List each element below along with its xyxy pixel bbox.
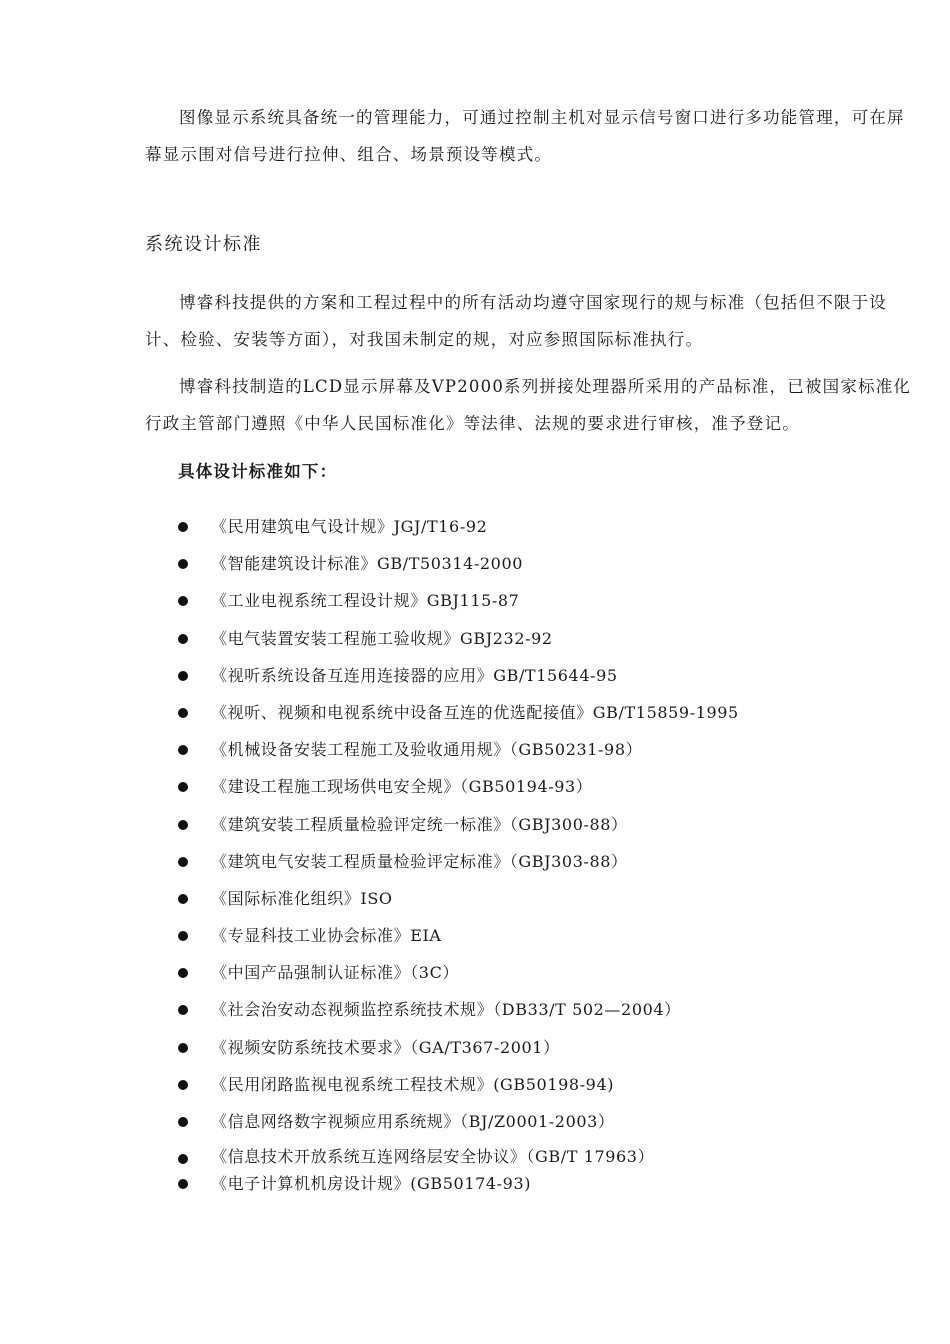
- list-item-text: 《信息网络数字视频应用系统规》（BJ/Z0001-2003）: [211, 1112, 615, 1131]
- list-item: [178, 1031, 918, 1068]
- bullet-icon: [178, 745, 188, 755]
- list-item-text: 《机械设备安装工程施工及验收通用规》（GB50231-98）: [211, 740, 643, 760]
- list-item-text: 《视听、视频和电视系统中设备互连的优选配接值》GB/T15859-1995: [211, 702, 739, 722]
- standards-list-heading: 具体设计标准如下：: [178, 462, 338, 481]
- bullet-icon: [178, 820, 188, 830]
- bullet-icon: [178, 634, 188, 644]
- standards-list: [178, 510, 918, 1204]
- section-heading: 系统设计标准: [145, 234, 262, 255]
- bullet-icon: [178, 559, 188, 569]
- list-item: [178, 510, 918, 547]
- list-item-text: 《国际标准化组织》ISO: [211, 888, 393, 908]
- list-item: [178, 956, 918, 993]
- list-item: [178, 919, 918, 956]
- list-item-text: 《电子计算机机房设计规》(GB50174-93): [211, 1174, 532, 1194]
- list-item: [178, 770, 918, 807]
- list-item-text: 《工业电视系统工程设计规》GBJ115-87: [211, 591, 520, 611]
- bullet-icon: [178, 1179, 188, 1189]
- list-item-text: 《建设工程施工现场供电安全规》（GB50194-93）: [211, 777, 593, 797]
- list-item: [178, 882, 918, 919]
- list-item-text: 《电气装置安装工程施工验收规》GBJ232-92: [211, 628, 553, 648]
- list-item-text: 《中国产品强制认证标准》（3C）: [211, 963, 460, 983]
- bullet-icon: [178, 857, 188, 867]
- bullet-icon: [178, 596, 188, 606]
- list-item-text: 《民用闭路监视电视系统工程技术规》(GB50198-94): [211, 1074, 615, 1094]
- bullet-icon: [178, 522, 188, 532]
- bullet-icon: [178, 894, 188, 904]
- list-item: [178, 845, 918, 882]
- list-item-text: 《建筑电气安装工程质量检验评定标准》（GBJ303-88）: [211, 851, 628, 871]
- bullet-icon: [178, 931, 188, 941]
- list-item-text: 《视频安防系统技术要求》（GA/T367-2001）: [211, 1037, 560, 1057]
- bullet-icon: [178, 1005, 188, 1015]
- list-item: [178, 1068, 918, 1105]
- list-item-text: 《社会治安动态视频监控系统技术规》（DB33/T 502—2004）: [211, 1000, 681, 1020]
- bullet-icon: [178, 1043, 188, 1053]
- list-item: [178, 547, 918, 584]
- intro-paragraph: 图像显示系统具备统一的管理能力，可通过控制主机对显示信号窗口进行多功能管理，可在屏幕显示围对信号进行拉伸、组合、场景预设等模式。: [145, 108, 905, 164]
- bullet-icon: [178, 782, 188, 792]
- list-item-text: 《智能建筑设计标准》GB/T50314-2000: [211, 554, 524, 574]
- bullet-icon: [178, 708, 188, 718]
- standards-compliance-paragraph: 博睿科技提供的方案和工程过程中的所有活动均遵守国家现行的规与标准（包括但不限于设计、检验、安装等方面），对我国未制定的规，对应参照国际标准执行。: [145, 293, 887, 349]
- list-item: [178, 622, 918, 659]
- list-item: [178, 1167, 918, 1204]
- bullet-icon: [178, 968, 188, 978]
- product-standards-paragraph: 博睿科技制造的LCD显示屏幕及VP2000系列拼接处理器所采用的产品标准，已被国家标准化行政主管部门遵照《中华人民国标准化》等法律、法规的要求进行审核，准予登记。: [145, 377, 912, 433]
- list-item-text: 《信息技术开放系统互连网络层安全协议》（GB/T 17963）: [211, 1147, 655, 1167]
- bullet-icon: [178, 1117, 188, 1127]
- list-item: [178, 993, 918, 1030]
- list-item: [178, 808, 918, 845]
- list-item: [178, 659, 918, 696]
- bullet-icon: [178, 1080, 188, 1090]
- list-item: [178, 1142, 918, 1167]
- list-item: [178, 584, 918, 621]
- list-item: [178, 1105, 918, 1142]
- list-item: [178, 733, 918, 770]
- list-item-text: 《建筑安装工程质量检验评定统一标准》（GBJ300-88）: [211, 814, 628, 834]
- bullet-icon: [178, 1154, 188, 1164]
- list-item-text: 《视听系统设备互连用连接器的应用》GB/T15644-95: [211, 665, 618, 685]
- list-item: [178, 696, 918, 733]
- list-item-text: 《民用建筑电气设计规》JGJ/T16-92: [211, 517, 488, 536]
- bullet-icon: [178, 671, 188, 681]
- list-item-text: 《专显科技工业协会标准》EIA: [211, 926, 442, 946]
